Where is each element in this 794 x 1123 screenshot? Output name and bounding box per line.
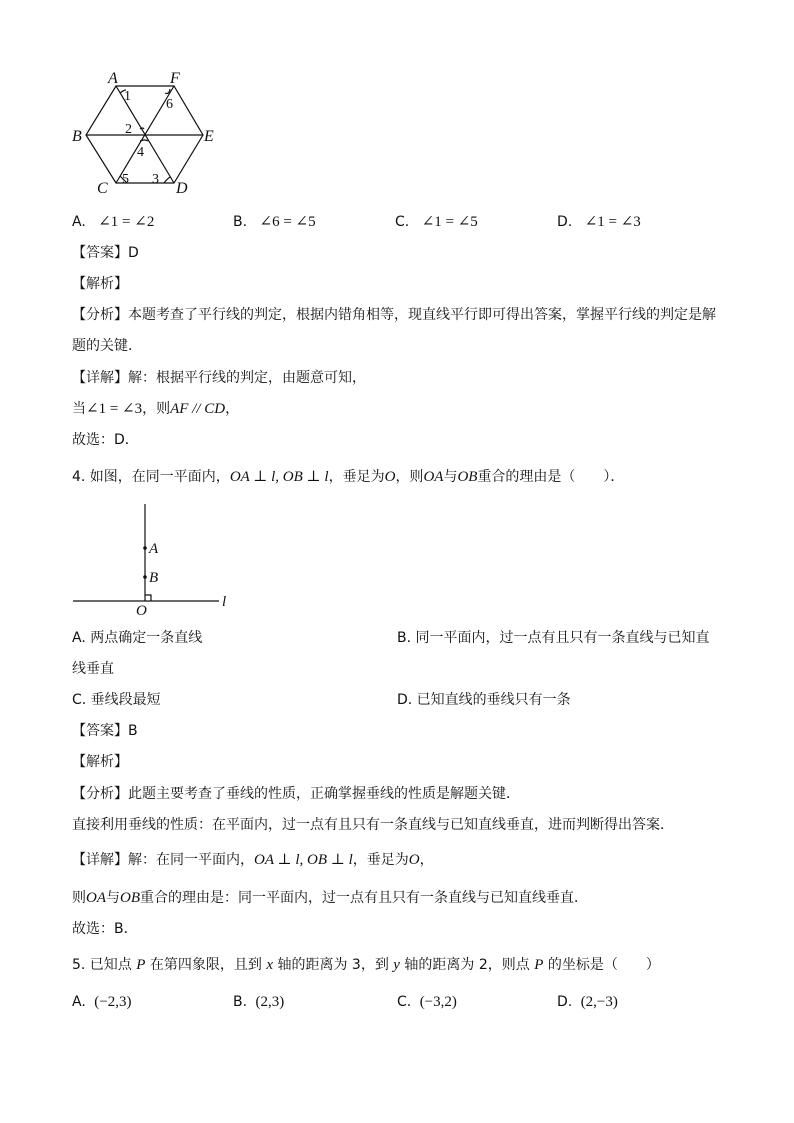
q3-option-d-expr: ∠1 = ∠3 [584, 214, 641, 230]
q5-option-c-val: (−3,2) [419, 994, 457, 1010]
q4-jiexi: 【解析】 [72, 754, 128, 770]
q4-option-d[interactable]: D. 已知直线的垂线只有一条 [397, 692, 571, 708]
q3-option-c-expr: ∠1 = ∠5 [421, 214, 478, 230]
q3-step-math2: AF // CD [170, 401, 226, 417]
angle-mark-4 [140, 140, 148, 141]
q3-fenxi-tag: 【分析】 [72, 307, 128, 323]
q3-answer: 【答案】D [72, 245, 139, 261]
q5-option-a-letter: A. [72, 994, 86, 1010]
q5-y: y [393, 957, 400, 973]
perpendicular-figure [70, 500, 240, 620]
q3-fenxi-text: 本题考查了平行线的判定，根据内错角相等，现直线平行即可得出答案，掌握平行线的判定是解 [128, 307, 716, 323]
q4-reason-pre: 则 [72, 890, 86, 906]
q3-option-c-letter: C. [395, 214, 410, 230]
q4-xj-post: ， [419, 852, 434, 868]
q3-option-a[interactable] [72, 212, 154, 232]
q4-stem [72, 467, 624, 487]
angle-6: 6 [166, 97, 173, 112]
q5-option-c-letter: C. [397, 994, 412, 1010]
q5-option-d-val: (2,−3) [580, 994, 618, 1010]
q4-reason-math2: OB [120, 890, 140, 906]
label-F: F [170, 70, 180, 87]
q4-stem-post: 重合的理由是（ ）． [477, 469, 625, 485]
q4-fenxi-tag: 【分析】 [72, 786, 128, 802]
q4-reason-post: 重合的理由是：同一平面内，过一点有且只有一条直线与已知直线垂直． [140, 890, 588, 906]
q5-option-b[interactable] [233, 992, 284, 1012]
q4-reason-line [72, 888, 588, 908]
q4-option-b[interactable]: B. 同一平面内，过一点有且只有一条直线与已知直 [397, 630, 710, 646]
q3-fenxi-line2: 题的关键． [72, 338, 142, 354]
q4-option-a[interactable]: A. 两点确定一条直线 [72, 630, 203, 646]
point-B [143, 575, 147, 579]
q5-stem [72, 955, 660, 975]
label-B: B [72, 128, 82, 145]
label-point-B: B [149, 570, 159, 586]
q3-option-b[interactable] [233, 212, 316, 232]
label-D: D [176, 180, 188, 197]
point-A [143, 546, 147, 550]
q5-s5: 的坐标是（ ） [547, 957, 660, 973]
q3-fenxi-line1 [72, 305, 716, 325]
angle-3: 3 [152, 172, 159, 187]
q5-option-d-letter: D. [557, 994, 573, 1010]
label-point-O: O [136, 603, 147, 619]
q4-stem-math4: OB [457, 469, 478, 485]
q3-option-c[interactable] [395, 212, 478, 232]
label-line-l: l [222, 594, 227, 610]
angle-5: 5 [122, 172, 129, 187]
q5-s3: 轴的距离为 3，到 [277, 957, 389, 973]
q4-stem-math2: O [384, 469, 396, 485]
q3-xiangjie-line [72, 368, 366, 388]
q5-option-b-val: (2,3) [255, 994, 285, 1010]
q4-fenxi-line [72, 784, 520, 804]
q3-jiexi: 【解析】 [72, 276, 128, 292]
q3-step-line [72, 399, 239, 419]
q4-reason-mid: 与 [106, 890, 120, 906]
right-angle-mark [145, 595, 151, 601]
label-point-A: A [149, 541, 159, 557]
q3-option-a-letter: A. [72, 214, 86, 230]
q4-xj-mid: ，垂足为 [352, 852, 409, 868]
q4-direct-line: 直接利用垂线的性质：在平面内，过一点有且只有一条直线与已知直线垂直，进而判断得出答案． [72, 817, 674, 833]
q4-xj-math1: OA ⊥ l, OB ⊥ l [254, 852, 353, 868]
q4-xj-pre: 解：在同一平面内， [128, 852, 254, 868]
label-E: E [204, 128, 214, 145]
q3-step-math1: ∠1 = ∠3 [86, 401, 143, 417]
q4-xj-math2: O [408, 852, 420, 868]
q4-stem-mid1: ，垂足为 [328, 469, 385, 485]
q5-option-d[interactable] [557, 992, 618, 1012]
q3-option-b-letter: B. [233, 214, 248, 230]
q4-reason-math1: OA [86, 890, 106, 906]
q5-s4: 轴的距离为 2，则点 [404, 957, 530, 973]
angle-mark-3 [164, 177, 170, 183]
angle-4: 4 [137, 145, 144, 160]
q4-stem-pre: 4. 如图，在同一平面内， [72, 469, 230, 485]
q3-xiangjie-tag: 【详解】 [72, 370, 128, 386]
q3-xiangjie-text: 解：根据平行线的判定，由题意可知， [128, 370, 366, 386]
q3-select: 故选：D． [72, 432, 139, 448]
q5-option-b-letter: B. [233, 994, 248, 1010]
q4-xiangjie-tag: 【详解】 [72, 852, 128, 868]
q3-option-b-expr: ∠6 = ∠5 [259, 214, 316, 230]
q5-x: x [266, 957, 274, 973]
hexagon-figure [66, 64, 226, 199]
q5-option-a-val: (−2,3) [94, 994, 132, 1010]
q4-xiangjie-line [72, 850, 434, 870]
q4-stem-math3: OA [423, 469, 444, 485]
label-C: C [97, 180, 108, 197]
q5-s1: 5. 已知点 [72, 957, 132, 973]
q4-stem-mid3: 与 [443, 469, 458, 485]
q4-fenxi-text: 此题主要考查了垂线的性质，正确掌握垂线的性质是解题关键． [128, 786, 520, 802]
angle-2: 2 [125, 122, 132, 137]
q4-stem-math1: OA ⊥ l, OB ⊥ l [229, 469, 329, 485]
q4-answer: 【答案】B [72, 723, 138, 739]
q5-option-c[interactable] [397, 992, 457, 1012]
q4-option-c[interactable]: C. 垂线段最短 [72, 692, 161, 708]
q5-point-p2: P [534, 957, 544, 973]
q3-option-d-letter: D. [557, 214, 573, 230]
q4-option-b-continued: 线垂直 [72, 661, 114, 677]
q4-stem-mid2: ，则 [395, 469, 424, 485]
q3-step-mid: ，则 [142, 401, 171, 417]
q5-point-p1: P [136, 957, 146, 973]
q3-step-pre: 当 [72, 401, 86, 417]
q3-option-a-expr: ∠1 = ∠2 [98, 214, 155, 230]
q3-step-post: ， [225, 401, 240, 417]
label-A: A [108, 70, 118, 87]
q4-select: 故选：B． [72, 921, 138, 937]
q5-s2: 在第四象限，且到 [149, 957, 262, 973]
q5-option-a[interactable] [72, 992, 131, 1012]
q3-option-d[interactable] [557, 212, 641, 232]
angle-1: 1 [124, 89, 131, 104]
